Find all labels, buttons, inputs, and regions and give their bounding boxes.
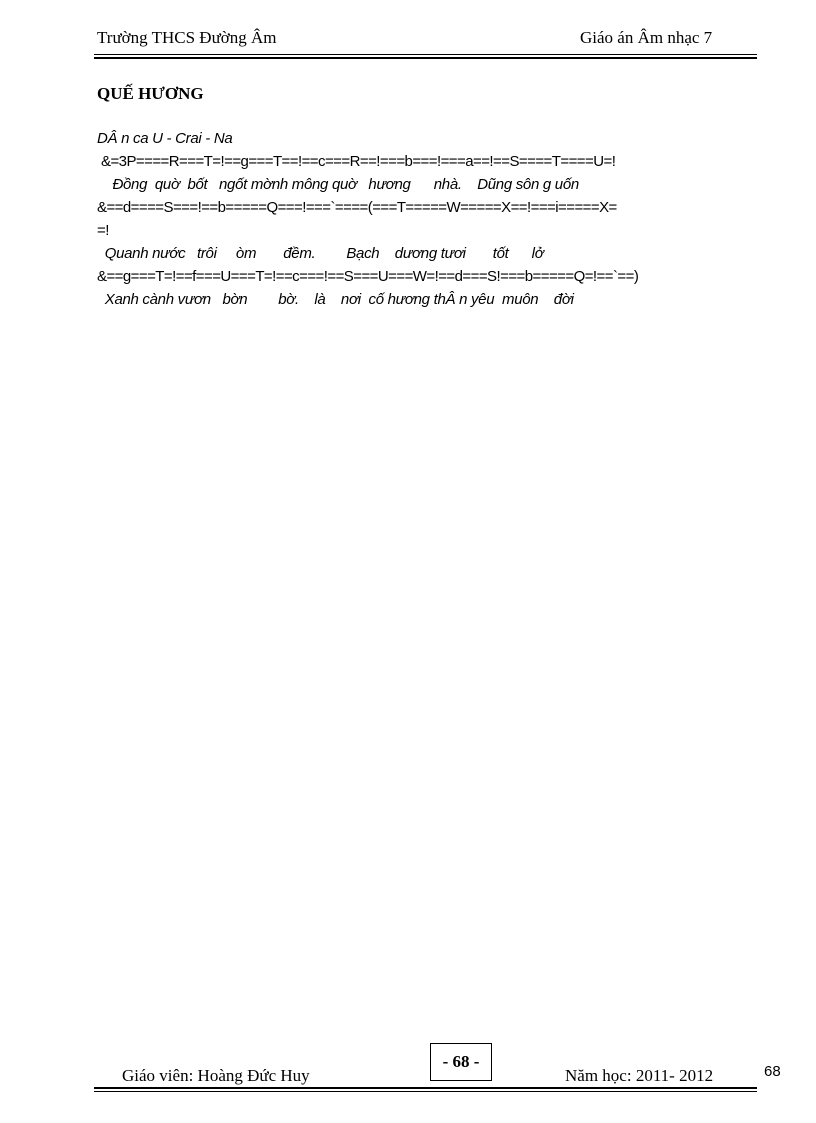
notation-line: =! (97, 222, 109, 239)
header-school: Trường THCS Đường Âm (97, 28, 277, 47)
lyric-line: Xanh cành vươn bờn bờ. là nơi cố hương thÂ n yêu muôn đời (97, 291, 574, 308)
song-title: QUẾ HƯƠNG (97, 84, 204, 103)
notation-line: &=3P====R===T=!==g===T==!==c===R==!===b===!===a==!==S====T====U=! (101, 153, 616, 170)
song-origin: DÂ n ca U - Crai - Na (97, 130, 233, 147)
page-label-box: - 68 - (430, 1043, 492, 1081)
header-rule-thick (94, 57, 757, 59)
lyric-line: Đồng quờ bốt ngốt mờnh mông quờ hương nhà. Dũng sôn g uốn (97, 176, 579, 193)
footer-rule-thin (94, 1091, 757, 1092)
notation-line: &==d====S===!==b=====Q===!===`====(===T=====W=====X==!===i=====X= (97, 199, 617, 216)
footer-rule-thick (94, 1087, 757, 1089)
header-rule-thin (94, 54, 757, 55)
footer-teacher: Giáo viên: Hoàng Đức Huy (122, 1066, 310, 1085)
footer-school-year: Năm học: 2011- 2012 (565, 1066, 714, 1085)
header-subject: Giáo án Âm nhạc 7 (580, 28, 713, 47)
notation-line: &==g===T=!==f===U===T=!==c===!==S===U===W=!==d===S!===b=====Q=!==`==) (97, 268, 639, 285)
lyric-line: Quanh nước trôi òm đềm. Bạch dương tươi tốt lở (97, 245, 544, 262)
footer-page-number: 68 (764, 1063, 781, 1080)
